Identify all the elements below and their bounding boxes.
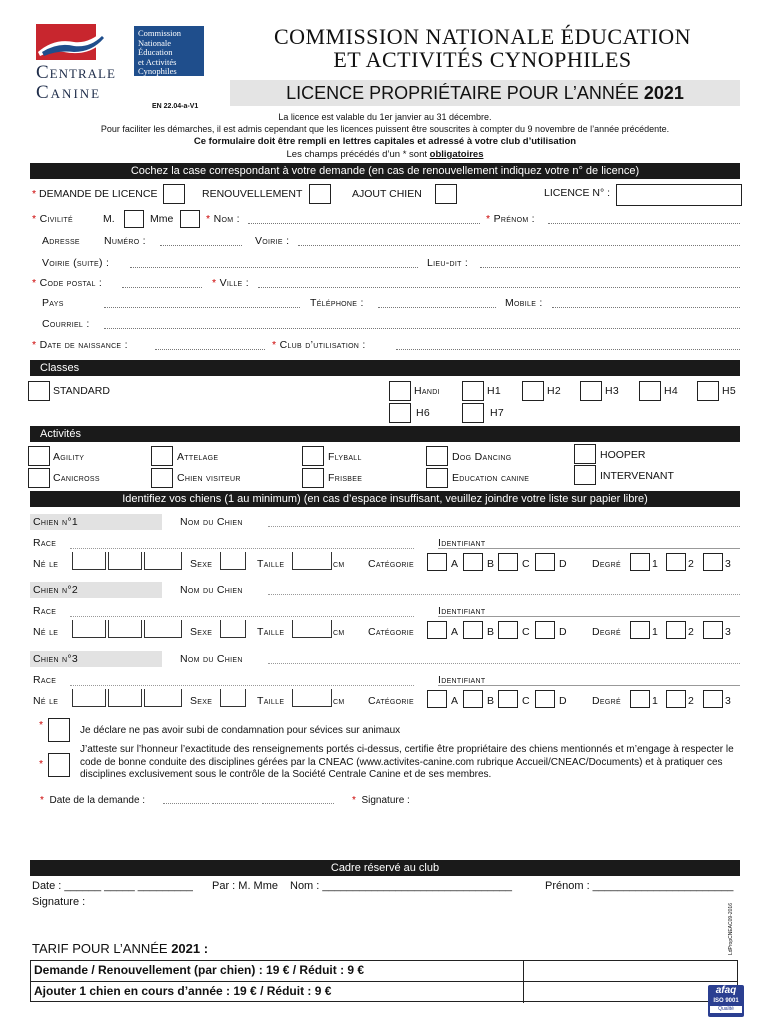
- dog-degree-1-label: 1: [652, 695, 658, 707]
- logo-block: [34, 22, 209, 104]
- dog-sex-field[interactable]: [220, 620, 246, 638]
- club-nom[interactable]: Nom : _______________________________: [290, 880, 513, 892]
- dog-category-d-label: D: [559, 558, 567, 570]
- dog-name-label: Nom du Chien: [180, 516, 243, 528]
- h3-checkbox[interactable]: [580, 381, 602, 401]
- dog-category-a-checkbox[interactable]: [427, 553, 447, 571]
- dog-birthdate-cell[interactable]: [144, 689, 182, 707]
- dog-name-field[interactable]: [268, 594, 740, 595]
- civilite-label: * Civilité: [32, 213, 73, 225]
- h1-label: H1: [487, 385, 502, 397]
- adresse-label: Adresse: [42, 235, 80, 247]
- voirie-field[interactable]: [298, 236, 740, 246]
- dog-name-label: Nom du Chien: [180, 653, 243, 665]
- h5-checkbox[interactable]: [697, 381, 719, 401]
- dog-size-label: Taille: [257, 626, 285, 638]
- dog-birthdate-cell[interactable]: [72, 552, 106, 570]
- afaq-text: afaq: [715, 985, 737, 996]
- signature-text: Signature :: [361, 795, 410, 806]
- dog-degree-3-label: 3: [725, 626, 731, 638]
- dog-sex-label: Sexe: [190, 558, 213, 570]
- dog-category-b-checkbox[interactable]: [463, 690, 483, 708]
- education-canine-label: Education canine: [452, 472, 530, 484]
- dog-degree-1-checkbox[interactable]: [630, 690, 650, 708]
- chien-visiteur-label: Chien visiteur: [177, 472, 241, 484]
- club-box-bar: Cadre réservé au club: [30, 860, 740, 876]
- club-label: * Club d’utilisation :: [272, 339, 366, 351]
- tarif-line-1: Demande / Renouvellement (par chien) : 19 € / Réduit : 9 €: [34, 963, 365, 977]
- standard-label: STANDARD: [53, 385, 110, 397]
- pays-label: Pays: [42, 297, 64, 309]
- code-postal-field[interactable]: [122, 278, 202, 288]
- dog-degree-3-checkbox[interactable]: [703, 621, 723, 639]
- dog-name-field[interactable]: [268, 526, 740, 527]
- decl-star-2: *: [39, 758, 44, 770]
- h7-checkbox[interactable]: [462, 403, 484, 423]
- lieu-dit-field[interactable]: [480, 258, 740, 268]
- side-reference: LdPropCNEAC09-2016: [728, 903, 734, 955]
- h1-checkbox[interactable]: [462, 381, 484, 401]
- h4-checkbox[interactable]: [639, 381, 661, 401]
- dog-degree-3-checkbox[interactable]: [703, 690, 723, 708]
- club-instruction: Ce formulaire doit être rempli en lettres capitales et adressé à votre club d’utilisation: [193, 136, 577, 147]
- dog-category-c-checkbox[interactable]: [498, 621, 518, 639]
- hooper-label: HOOPER: [600, 449, 646, 461]
- h2-label: H2: [547, 385, 562, 397]
- nom-label: * Nom :: [206, 213, 240, 225]
- dog-birthdate-cell[interactable]: [108, 620, 142, 638]
- voirie-label: Voirie :: [255, 235, 290, 247]
- dog-name-field[interactable]: [268, 663, 740, 664]
- dog-category-b-checkbox[interactable]: [463, 553, 483, 571]
- date-naissance-label: * Date de naissance :: [32, 339, 128, 351]
- club-prenom[interactable]: Prénom : _______________________: [545, 880, 734, 892]
- date-demande-day[interactable]: [163, 803, 209, 804]
- frisbee-checkbox[interactable]: [302, 468, 324, 488]
- dog-identifiant-field[interactable]: [438, 616, 740, 617]
- licence-title: LICENCE PROPRIÉTAIRE POUR L’ANNÉE: [286, 83, 644, 103]
- tarif-line-2: Ajouter 1 chien en cours d’année : 19 € / Réduit : 9 €: [34, 984, 332, 998]
- ajout-chien-checkbox[interactable]: [435, 184, 457, 204]
- dog-category-a-checkbox[interactable]: [427, 690, 447, 708]
- date-naissance-text: Date de naissance :: [39, 339, 128, 351]
- nom-text: Nom :: [213, 213, 240, 225]
- dog-category-label: Catégorie: [368, 695, 414, 707]
- licence-title-box: [230, 80, 740, 106]
- dog-category-c-checkbox[interactable]: [498, 553, 518, 571]
- logo-line: Éducation: [138, 47, 173, 57]
- licence-number-label: LICENCE N° :: [544, 187, 611, 199]
- logo-line: Nationale: [138, 37, 172, 48]
- decl-star-1: *: [39, 719, 44, 731]
- h6-checkbox[interactable]: [389, 403, 411, 423]
- prenom-label: * Prénom :: [486, 213, 535, 225]
- civilite-mme-label: Mme: [150, 213, 174, 225]
- dog-degree-2-label: 2: [688, 626, 694, 638]
- civilite-text: Civilité: [39, 213, 73, 225]
- dog-degree-3-label: 3: [725, 695, 731, 707]
- validity-note: La licence est valable du 1er janvier au 31 décembre.: [278, 112, 492, 122]
- dog-degree-3-label: 3: [725, 558, 731, 570]
- dog-birthdate-label: Né le: [33, 558, 59, 570]
- dog-size-label: Taille: [257, 695, 285, 707]
- dog-degree-2-label: 2: [688, 558, 694, 570]
- dog-name-label: Nom du Chien: [180, 584, 243, 596]
- h3-label: H3: [605, 385, 620, 397]
- demande-licence-text: DEMANDE DE LICENCE: [39, 188, 158, 200]
- pays-field[interactable]: [104, 298, 300, 308]
- dog-degree-1-checkbox[interactable]: [630, 553, 650, 571]
- attelage-checkbox[interactable]: [151, 446, 173, 466]
- brand-canine: Canine: [36, 82, 102, 103]
- prenom-field[interactable]: [548, 214, 740, 224]
- dog-degree-label: Degré: [592, 626, 621, 638]
- hooper-checkbox[interactable]: [574, 444, 596, 464]
- dog-category-a-label: A: [451, 626, 459, 638]
- mobile-field[interactable]: [552, 298, 740, 308]
- tarif-title: [32, 941, 208, 956]
- dog-race-label: Race: [33, 605, 57, 617]
- ville-text: Ville :: [219, 277, 249, 289]
- dog-category-a-checkbox[interactable]: [427, 621, 447, 639]
- dog-category-label: Catégorie: [368, 558, 414, 570]
- canicross-label: Canicross: [53, 472, 100, 484]
- dog-category-c-label: C: [522, 695, 530, 707]
- civilite-m-checkbox[interactable]: [124, 210, 144, 228]
- licence-year: 2021: [643, 83, 684, 103]
- dog-category-a-label: A: [451, 558, 459, 570]
- dog-size-field[interactable]: [292, 689, 332, 707]
- attest-checkbox[interactable]: [48, 753, 70, 777]
- courriel-field[interactable]: [104, 319, 740, 329]
- request-type-bar: Cochez la case correspondant à votre demande (en cas de renouvellement indiquez votre n° de licence): [30, 163, 740, 179]
- renouvellement-label: RENOUVELLEMENT: [202, 188, 303, 200]
- dog-category-d-label: D: [559, 626, 567, 638]
- required-note: [0, 149, 770, 160]
- iso-text: ISO 9001: [713, 998, 739, 1004]
- date-demande-text: Date de la demande :: [49, 795, 146, 806]
- required-note-text: Les champs précédés d’un * sont: [286, 149, 430, 160]
- page-title-line1: COMMISSION NATIONALE ÉDUCATION: [273, 24, 692, 49]
- handi-label: Handi: [414, 385, 440, 397]
- dog-birthdate-cell[interactable]: [144, 552, 182, 570]
- dog-degree-1-label: 1: [652, 626, 658, 638]
- dog-sex-label: Sexe: [190, 626, 213, 638]
- dog-category-d-checkbox[interactable]: [535, 553, 555, 571]
- dog-sex-field[interactable]: [220, 552, 246, 570]
- code-postal-label: * Code postal :: [32, 277, 103, 289]
- dog-dancing-checkbox[interactable]: [426, 446, 448, 466]
- dog-race-field[interactable]: [70, 685, 414, 686]
- club-field[interactable]: [396, 340, 740, 350]
- ajout-chien-label: AJOUT CHIEN: [352, 188, 422, 200]
- logo-line: Cynophiles: [138, 66, 177, 76]
- code-postal-text: Code postal :: [39, 277, 103, 289]
- date-demande-label: * Date de la demande :: [40, 795, 146, 806]
- dog-degree-label: Degré: [592, 558, 621, 570]
- dog-identifiant-label: Identifiant: [438, 605, 486, 617]
- tarif-year: 2021 :: [171, 941, 209, 956]
- dog-birthdate-label: Né le: [33, 695, 59, 707]
- date-demande-month[interactable]: [212, 803, 258, 804]
- renouvellement-checkbox[interactable]: [309, 184, 331, 204]
- education-canine-checkbox[interactable]: [426, 468, 448, 488]
- h7-label: H7: [490, 407, 505, 419]
- early-subscription-note: Pour faciliter les démarches, il est admis cependant que les licences puissent être souscrites à compter du 9 novembre de l’année précédente.: [100, 124, 670, 134]
- logo-line: Commission: [138, 28, 181, 38]
- dog-category-b-label: B: [487, 626, 495, 638]
- dog-category-a-label: A: [451, 695, 459, 707]
- licence-number-field[interactable]: [616, 184, 742, 206]
- dog-category-b-label: B: [487, 695, 495, 707]
- intervenant-label: INTERVENANT: [600, 470, 674, 482]
- club-signature[interactable]: Signature :: [32, 896, 86, 908]
- activites-bar: Activités: [30, 426, 740, 442]
- dog-category-c-checkbox[interactable]: [498, 690, 518, 708]
- numero-label: Numéro :: [104, 235, 146, 247]
- dog-size-field[interactable]: [292, 620, 332, 638]
- frisbee-label: Frisbee: [328, 472, 363, 484]
- agility-checkbox[interactable]: [28, 446, 50, 466]
- afaq-logo: [708, 985, 744, 1017]
- dog-number-label: Chien n°2: [33, 584, 79, 596]
- dog-degree-2-checkbox[interactable]: [666, 553, 686, 571]
- flyball-label: Flyball: [328, 451, 362, 463]
- no-conviction-text: Je déclare ne pas avoir subi de condamnation pour sévices sur animaux: [80, 725, 401, 736]
- dog-size-field[interactable]: [292, 552, 332, 570]
- dog-degree-2-checkbox[interactable]: [666, 621, 686, 639]
- dog-category-c-label: C: [522, 558, 530, 570]
- h5-label: H5: [722, 385, 737, 397]
- dog-degree-3-checkbox[interactable]: [703, 553, 723, 571]
- tarif-title-text: TARIF POUR L’ANNÉE: [32, 941, 172, 956]
- attelage-label: Attelage: [177, 451, 219, 463]
- demande-licence-label: * DEMANDE DE LICENCE: [32, 188, 158, 200]
- canicross-checkbox[interactable]: [28, 468, 50, 488]
- h2-checkbox[interactable]: [522, 381, 544, 401]
- dog-identifiant-label: Identifiant: [438, 674, 486, 686]
- dog-degree-2-label: 2: [688, 695, 694, 707]
- club-date[interactable]: Date : ______ _____ _________: [32, 880, 193, 892]
- dog-race-label: Race: [33, 674, 57, 686]
- h6-label: H6: [416, 407, 431, 419]
- lieu-dit-label: Lieu-dit :: [427, 257, 469, 269]
- h4-label: H4: [664, 385, 679, 397]
- telephone-field[interactable]: [378, 298, 496, 308]
- tarif-col-divider: [523, 961, 524, 1003]
- nom-field[interactable]: [248, 214, 480, 224]
- centrale-canine-logo-icon: [34, 22, 134, 64]
- numero-field[interactable]: [160, 236, 242, 246]
- dog-degree-2-checkbox[interactable]: [666, 690, 686, 708]
- dog-birthdate-cell[interactable]: [108, 552, 142, 570]
- intervenant-checkbox[interactable]: [574, 465, 596, 485]
- dog-category-c-label: C: [522, 626, 530, 638]
- required-note-bold: obligatoires: [429, 149, 484, 160]
- dog-category-b-label: B: [487, 558, 495, 570]
- dog-category-b-checkbox[interactable]: [463, 621, 483, 639]
- dog-category-d-checkbox[interactable]: [535, 690, 555, 708]
- ville-label: * Ville :: [212, 277, 249, 289]
- civilite-mme-checkbox[interactable]: [180, 210, 200, 228]
- dog-identifiant-field[interactable]: [438, 685, 740, 686]
- handi-checkbox[interactable]: [389, 381, 411, 401]
- dog-birthdate-cell[interactable]: [144, 620, 182, 638]
- flyball-checkbox[interactable]: [302, 446, 324, 466]
- prenom-text: Prénom :: [493, 213, 535, 225]
- tarif-divider: [31, 981, 737, 982]
- dog-race-field[interactable]: [70, 548, 414, 549]
- dog-dancing-label: Dog Dancing: [452, 451, 512, 463]
- cneac-logo-box: [134, 26, 204, 76]
- dog-size-unit: cm: [333, 695, 345, 707]
- dog-birthdate-cell[interactable]: [108, 689, 142, 707]
- dog-degree-label: Degré: [592, 695, 621, 707]
- club-text: Club d’utilisation :: [279, 339, 366, 351]
- classes-bar: Classes: [30, 360, 740, 376]
- voirie-suite-field[interactable]: [130, 258, 418, 268]
- dog-identifiant-label: Identifiant: [438, 537, 486, 549]
- dog-size-unit: cm: [333, 558, 345, 570]
- attest-text: J’atteste sur l’honneur l’exactitude des renseignements portés ci-dessus, certifie être propriétaire des chiens mentionnés et m’engage à respecter le code de bonne conduite des disciplines gérées par la CNEAC (www.activites-canine.com rubrique Accueil/CNEAC/Documents) et à pratiquer ces disciplines exclusivement sous le contrôle de la Société Centrale Canine et de ses membres.: [80, 744, 734, 780]
- date-naissance-field[interactable]: [155, 340, 265, 350]
- dog-race-field[interactable]: [70, 616, 414, 617]
- courriel-label: Courriel :: [42, 318, 90, 330]
- date-demande-year[interactable]: [262, 803, 334, 804]
- dog-size-unit: cm: [333, 626, 345, 638]
- dog-degree-1-checkbox[interactable]: [630, 621, 650, 639]
- telephone-label: Téléphone :: [310, 297, 364, 309]
- no-conviction-checkbox[interactable]: [48, 718, 70, 742]
- tarif-table: [30, 960, 738, 1002]
- dog-identifiant-field[interactable]: [438, 548, 740, 549]
- dogs-bar: Identifiez vos chiens (1 au minimum) (en cas d’espace insuffisant, veuillez joindre votre liste sur papier libre): [30, 491, 740, 507]
- voirie-suite-label: Voirie (suite) :: [42, 257, 110, 269]
- logo-line: et Activités: [138, 56, 177, 67]
- signature-label: * Signature :: [352, 795, 410, 806]
- dog-degree-1-label: 1: [652, 558, 658, 570]
- mobile-label: Mobile :: [505, 297, 543, 309]
- qualite-text: Qualité: [710, 1006, 742, 1013]
- dog-sex-label: Sexe: [190, 695, 213, 707]
- dog-category-d-label: D: [559, 695, 567, 707]
- dog-category-label: Catégorie: [368, 626, 414, 638]
- dog-number-label: Chien n°3: [33, 653, 79, 665]
- standard-checkbox[interactable]: [28, 381, 50, 401]
- dog-size-label: Taille: [257, 558, 285, 570]
- chien-visiteur-checkbox[interactable]: [151, 468, 173, 488]
- dog-category-d-checkbox[interactable]: [535, 621, 555, 639]
- dog-birthdate-cell[interactable]: [72, 620, 106, 638]
- dog-sex-field[interactable]: [220, 689, 246, 707]
- dog-race-label: Race: [33, 537, 57, 549]
- civilite-m-label: M.: [103, 213, 115, 225]
- brand-centrale: Centrale: [36, 62, 116, 83]
- dog-birthdate-label: Né le: [33, 626, 59, 638]
- ville-field[interactable]: [258, 278, 740, 288]
- club-par[interactable]: Par : M. Mme: [212, 880, 279, 892]
- page-title-line2: ET ACTIVITÉS CYNOPHILES: [333, 47, 632, 72]
- dog-number-label: Chien n°1: [33, 516, 79, 528]
- agility-label: Agility: [53, 451, 85, 463]
- ref-code: EN 22.04-a-V1: [152, 103, 199, 110]
- demande-licence-checkbox[interactable]: [163, 184, 185, 204]
- dog-birthdate-cell[interactable]: [72, 689, 106, 707]
